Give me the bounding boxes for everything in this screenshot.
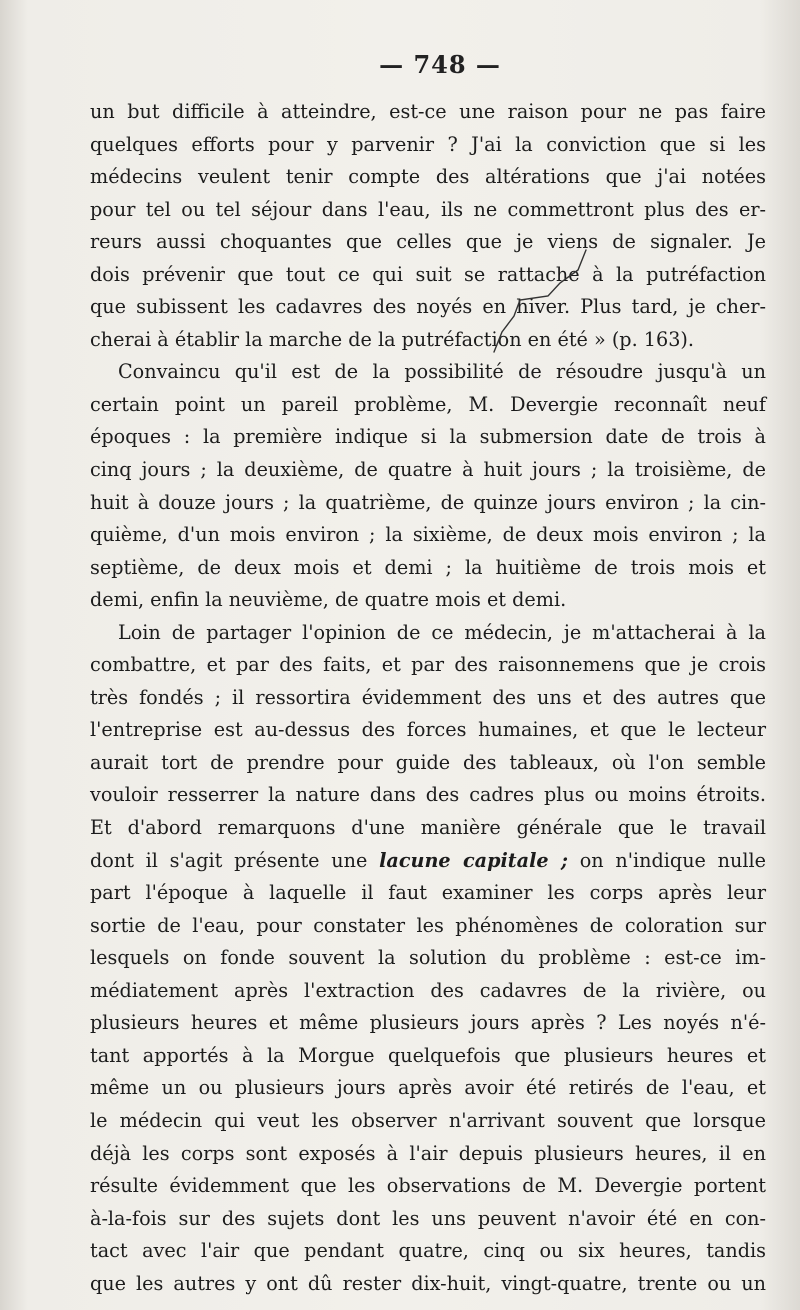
- text-line: que subissent les cadavres des noyés en hiver. Plus tard, je cher-: [90, 295, 766, 319]
- text-line: demi, enfin la neuvième, de quatre mois et demi.: [90, 588, 567, 612]
- text-line: tant apportés à la Morgue quelquefois que plusieurs heures et: [90, 1043, 766, 1067]
- text-line: Loin de partager l'opinion de ce médecin, je m'attacherai à la: [118, 620, 766, 644]
- emphasis-lacune-capitale: lacune capitale ;: [379, 848, 568, 872]
- text-line: très fondés ; il ressortira évidemment des uns et des autres que: [90, 685, 766, 709]
- text-line: époques : la première indique si la submersion date de trois à: [90, 425, 766, 449]
- text-line: tact avec l'air que pendant quatre, cinq ou six heures, tandis: [90, 1239, 766, 1263]
- text-line: déjà les corps sont exposés à l'air depuis plusieurs heures, il en: [90, 1141, 766, 1165]
- text-line: certain point un pareil problème, M. Devergie reconnaît neuf: [90, 392, 766, 416]
- text-line: part l'époque à laquelle il faut examiner les corps après leur: [90, 881, 766, 905]
- text-line: pour tel ou tel séjour dans l'eau, ils ne commettront plus des er-: [90, 197, 766, 221]
- text-line: cherai à établir la marche de la putréfaction en été » (p. 163).: [90, 327, 694, 351]
- text-line: médiatement après l'extraction des cadavres de la rivière, ou: [90, 978, 766, 1002]
- text-line: quième, d'un mois environ ; la sixième, de deux mois environ ; la: [90, 523, 766, 547]
- paragraph-2: [90, 356, 766, 616]
- text-line: vouloir resserrer la nature dans des cadres plus ou moins étroits.: [90, 783, 766, 807]
- text-line: l'entreprise est au-dessus des forces humaines, et que le lecteur: [90, 718, 766, 742]
- text-line: aurait tort de prendre pour guide des tableaux, où l'on semble: [90, 750, 766, 774]
- text-line: lesquels on fonde souvent la solution du problème : est-ce im-: [90, 946, 766, 970]
- text-segment: on n'indique nulle: [567, 848, 766, 872]
- paragraph-3: [90, 617, 766, 1300]
- text-line: quelques efforts pour y parvenir ? J'ai la conviction que si les: [90, 132, 766, 156]
- paragraph-1: [90, 96, 766, 356]
- text-line: combattre, et par des faits, et par des raisonnemens que je crois: [90, 653, 766, 677]
- text-line: même un ou plusieurs jours après avoir été retirés de l'eau, et: [90, 1076, 766, 1100]
- text-line-with-emphasis: [90, 845, 766, 878]
- text-line: que les autres y ont dû rester dix-huit, vingt-quatre, trente ou un: [90, 1271, 766, 1295]
- text-line: Et d'abord remarquons d'une manière générale que le travail: [90, 816, 766, 840]
- page-body: [90, 96, 766, 1300]
- text-line: médecins veulent tenir compte des altérations que j'ai notées: [90, 165, 766, 189]
- text-line: reurs aussi choquantes que celles que je viens de signaler. Je: [90, 230, 766, 254]
- text-line: à-la-fois sur des sujets dont les uns peuvent n'avoir été en con-: [90, 1206, 766, 1230]
- text-line: plusieurs heures et même plusieurs jours après ? Les noyés n'é-: [90, 1011, 766, 1035]
- text-line: dois prévenir que tout ce qui suit se rattache à la putréfaction: [90, 262, 766, 286]
- text-line: un but difficile à atteindre, est-ce une raison pour ne pas faire: [90, 100, 766, 123]
- text-line: cinq jours ; la deuxième, de quatre à huit jours ; la troisième, de: [90, 458, 766, 482]
- text-line: résulte évidemment que les observations de M. Devergie portent: [90, 1174, 766, 1198]
- text-line: septième, de deux mois et demi ; la huitième de trois mois et: [90, 555, 766, 579]
- text-line: sortie de l'eau, pour constater les phénomènes de coloration sur: [90, 913, 766, 937]
- page-number: — 748 —: [379, 50, 501, 79]
- text-segment: dont il s'agit présente une: [90, 848, 380, 872]
- text-line: Convaincu qu'il est de la possibilité de résoudre jusqu'à un: [118, 360, 766, 384]
- text-line: le médecin qui veut les observer n'arrivant souvent que lorsque: [90, 1108, 766, 1132]
- text-line: huit à douze jours ; la quatrième, de quinze jours environ ; la cin-: [90, 490, 766, 514]
